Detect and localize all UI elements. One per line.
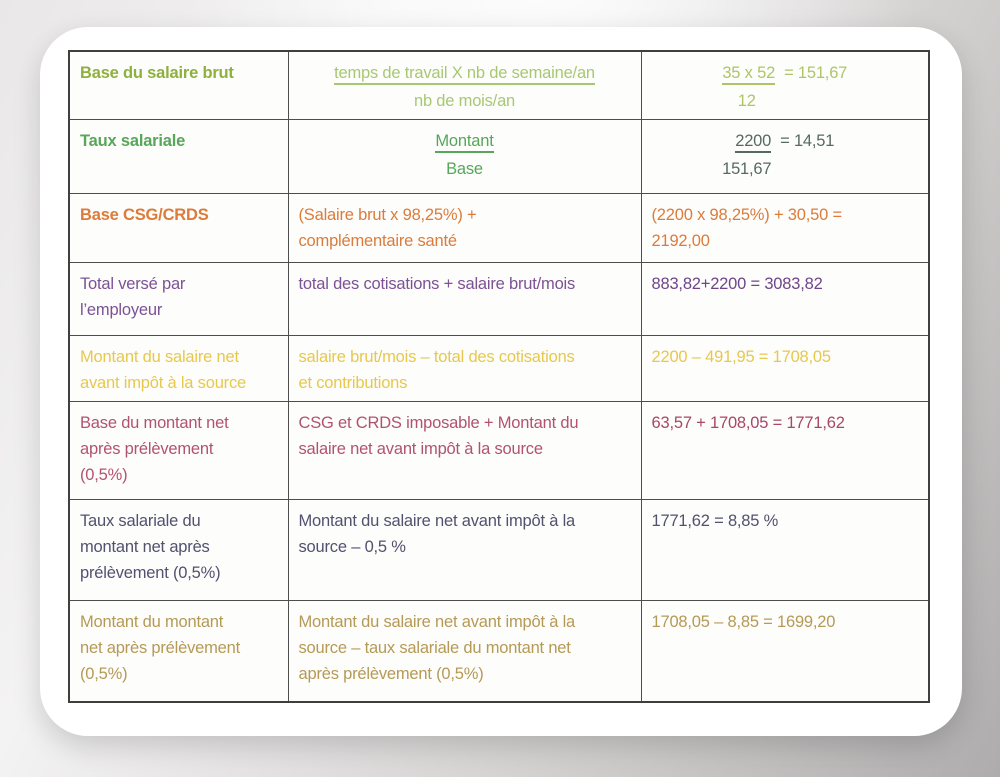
- fraction-denominator: nb de mois/an: [413, 92, 516, 110]
- row-label: Base CSG/CRDS: [80, 206, 209, 224]
- formula-line: CSG et CRDS imposable + Montant du: [298, 414, 579, 432]
- table-row: [69, 336, 929, 402]
- table-row: [69, 51, 929, 120]
- payroll-table: [68, 50, 930, 703]
- formula-cell: [288, 263, 641, 336]
- fraction-denominator: 12: [737, 92, 756, 110]
- row-label: l’employeur: [80, 301, 163, 319]
- formula-line: salaire brut/mois – total des cotisations: [298, 348, 575, 366]
- formula-line: et contributions: [298, 374, 408, 392]
- result-cell: [641, 120, 929, 194]
- formula-line: source – taux salariale du montant net: [298, 639, 571, 657]
- fraction-denominator: 151,67: [722, 160, 772, 178]
- row-label: après prélèvement: [80, 440, 214, 458]
- formula-cell: [288, 194, 641, 263]
- formula-line: Montant du salaire net avant impôt à la: [298, 512, 576, 530]
- fraction-numerator-line: [652, 128, 919, 154]
- row-label: Montant du montant: [80, 613, 224, 631]
- table-row: [69, 120, 929, 194]
- fraction-result: = 14,51: [780, 132, 835, 150]
- formula-cell: [288, 336, 641, 402]
- fraction-result: = 151,67: [784, 64, 848, 82]
- row-label: prélèvement (0,5%): [80, 564, 221, 582]
- row-label: avant impôt à la source: [80, 374, 246, 392]
- formula-cell: [288, 120, 641, 194]
- fraction-numerator: Montant: [435, 132, 493, 153]
- formula-line: complémentaire santé: [298, 232, 457, 250]
- row-label-cell: [69, 120, 288, 194]
- result-cell: [641, 263, 929, 336]
- result-line: 1708,05 – 8,85 = 1699,20: [651, 613, 836, 631]
- row-label-cell: [69, 51, 288, 120]
- fraction-numerator-line: [299, 60, 631, 86]
- result-cell: [641, 402, 929, 500]
- row-label-cell: [69, 601, 288, 703]
- result-cell: [641, 194, 929, 263]
- row-label: net après prélèvement: [80, 639, 240, 657]
- row-label: montant net après: [80, 538, 210, 556]
- table-row: [69, 500, 929, 601]
- formula-line: total des cotisations + salaire brut/mois: [298, 275, 576, 293]
- table-row: [69, 601, 929, 703]
- formula-cell: [288, 500, 641, 601]
- formula-cell: [288, 601, 641, 703]
- row-label-cell: [69, 336, 288, 402]
- row-label: (0,5%): [80, 466, 128, 484]
- formula-line: source – 0,5 %: [298, 538, 406, 556]
- row-label: (0,5%): [80, 665, 128, 683]
- result-line: 2192,00: [651, 232, 710, 250]
- row-label-cell: [69, 500, 288, 601]
- row-label-cell: [69, 194, 288, 263]
- formula-line: Montant du salaire net avant impôt à la: [298, 613, 576, 631]
- table-row: [69, 263, 929, 336]
- row-label-cell: [69, 402, 288, 500]
- result-line: (2200 x 98,25%) + 30,50 =: [651, 206, 842, 224]
- fraction-numerator: temps de travail X nb de semaine/an: [334, 64, 595, 85]
- formula-cell: [288, 51, 641, 120]
- result-line: 1771,62 = 8,85 %: [651, 512, 779, 530]
- fraction-numerator: 35 x 52: [722, 64, 775, 85]
- fraction-numerator: 2200: [735, 132, 771, 153]
- row-label: Base du salaire brut: [80, 64, 234, 82]
- result-cell: [641, 51, 929, 120]
- table-row: [69, 194, 929, 263]
- formula-line: salaire net avant impôt à la source: [298, 440, 543, 458]
- row-label: Base du montant net: [80, 414, 229, 432]
- table-row: [69, 402, 929, 500]
- result-cell: [641, 601, 929, 703]
- result-line: 63,57 + 1708,05 = 1771,62: [651, 414, 845, 432]
- formula-cell: [288, 402, 641, 500]
- formula-line: (Salaire brut x 98,25%) +: [298, 206, 477, 224]
- formula-line: après prélèvement (0,5%): [298, 665, 484, 683]
- row-label: Montant du salaire net: [80, 348, 239, 366]
- result-line: 883,82+2200 = 3083,82: [651, 275, 823, 293]
- result-cell: [641, 336, 929, 402]
- row-label: Taux salariale: [80, 132, 186, 150]
- row-label: Total versé par: [80, 275, 186, 293]
- row-label-cell: [69, 263, 288, 336]
- result-line: 2200 – 491,95 = 1708,05: [651, 348, 831, 366]
- fraction-denominator: Base: [446, 160, 483, 178]
- document-card: [40, 27, 962, 736]
- fraction-numerator-line: [299, 128, 631, 154]
- result-cell: [641, 500, 929, 601]
- fraction-numerator-line: [652, 60, 919, 86]
- row-label: Taux salariale du: [80, 512, 201, 530]
